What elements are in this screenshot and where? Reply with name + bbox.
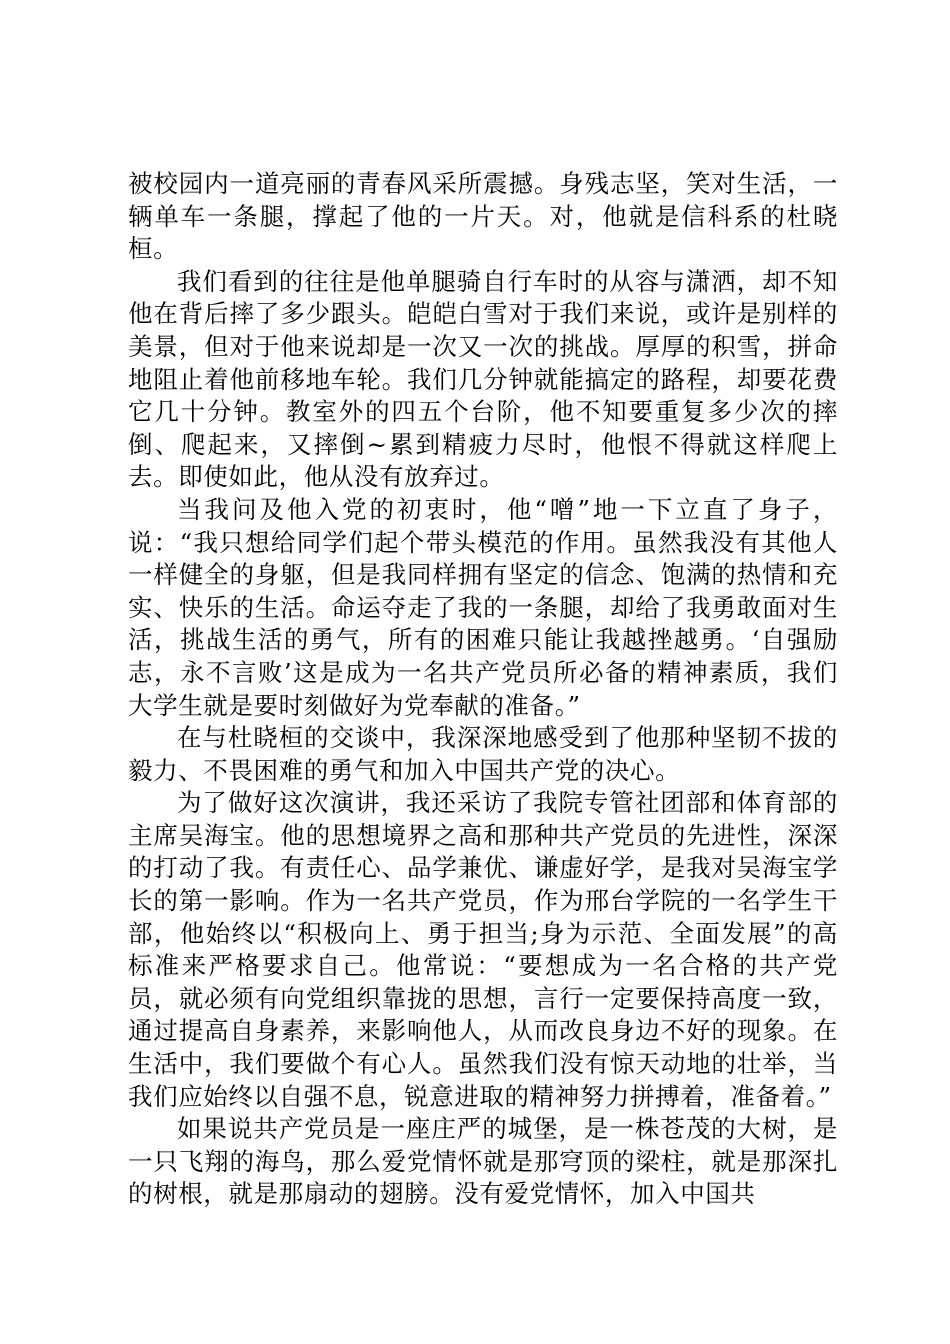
paragraph: 如果说共产党员是一座庄严的城堡，是一株苍茂的大树，是一只飞翔的海鸟，那么爱党情怀就是那穹顶的梁柱，就是那深扎的树根，就是那扇动的翅膀。没有爱党情怀，加入中国共 — [128, 1114, 838, 1209]
body-text — [128, 168, 838, 1211]
paragraph: 当我问及他入党的初衷时，他“噌”地一下立直了身子，说：“我只想给同学们起个带头模范的作用。虽然我没有其他人一样健全的身躯，但是我同样拥有坚定的信念、饱满的热情和充实、快乐的生活。命运夺走了我的一条腿，却给了我勇敢面对生活，挑战生活的勇气，所有的困难只能让我越挫越勇。‘自强励志，永不言败’这是成为一名共产党员所必备的精神素质，我们大学生就是要时刻做好为党奉献的准备。” — [128, 494, 838, 720]
paragraph-continuation: 被校园内一道亮丽的青春风采所震撼。身残志坚，笑对生活，一辆单车一条腿，撑起了他的一片天。对，他就是信科系的杜晓桓。 — [128, 169, 838, 264]
paragraph: 在与杜晓桓的交谈中，我深深地感受到了他那种坚韧不拔的毅力、不畏困难的勇气和加入中国共产党的决心。 — [128, 723, 838, 785]
paragraph: 为了做好这次演讲，我还采访了我院专管社团部和体育部的主席吴海宝。他的思想境界之高和那种共产党员的先进性，深深的打动了我。有责任心、品学兼优、谦虚好学，是我对吴海宝学长的第一影响。作为一名共产党员，作为邢台学院的一名学生干部，他始终以“积极向上、勇于担当;身为示范、全面发展”的高标准来严格要求自己。他常说：“要想成为一名合格的共产党员，就必须有向党组织靠拢的思想，言行一定要保持高度一致，通过提高自身素养，来影响他人，从而改良身边不好的现象。在生活中，我们要做个有心人。虽然我们没有惊天动地的壮举，当我们应始终以自强不息，锐意进取的精神努力拼搏着，准备着。” — [128, 788, 838, 1111]
paragraph: 我们看到的往往是他单腿骑自行车时的从容与潇洒，却不知他在背后摔了多少跟头。皑皑白雪对于我们来说，或许是别样的美景，但对于他来说却是一次又一次的挑战。厚厚的积雪，拼命地阻止着他前移地车轮。我们几分钟就能搞定的路程，却要花费它几十分钟。教室外的四五个台阶，他不知要重复多少次的摔倒、爬起来，又摔倒~累到精疲力尽时，他恨不得就这样爬上去。即使如此，他从没有放弃过。 — [128, 266, 838, 492]
